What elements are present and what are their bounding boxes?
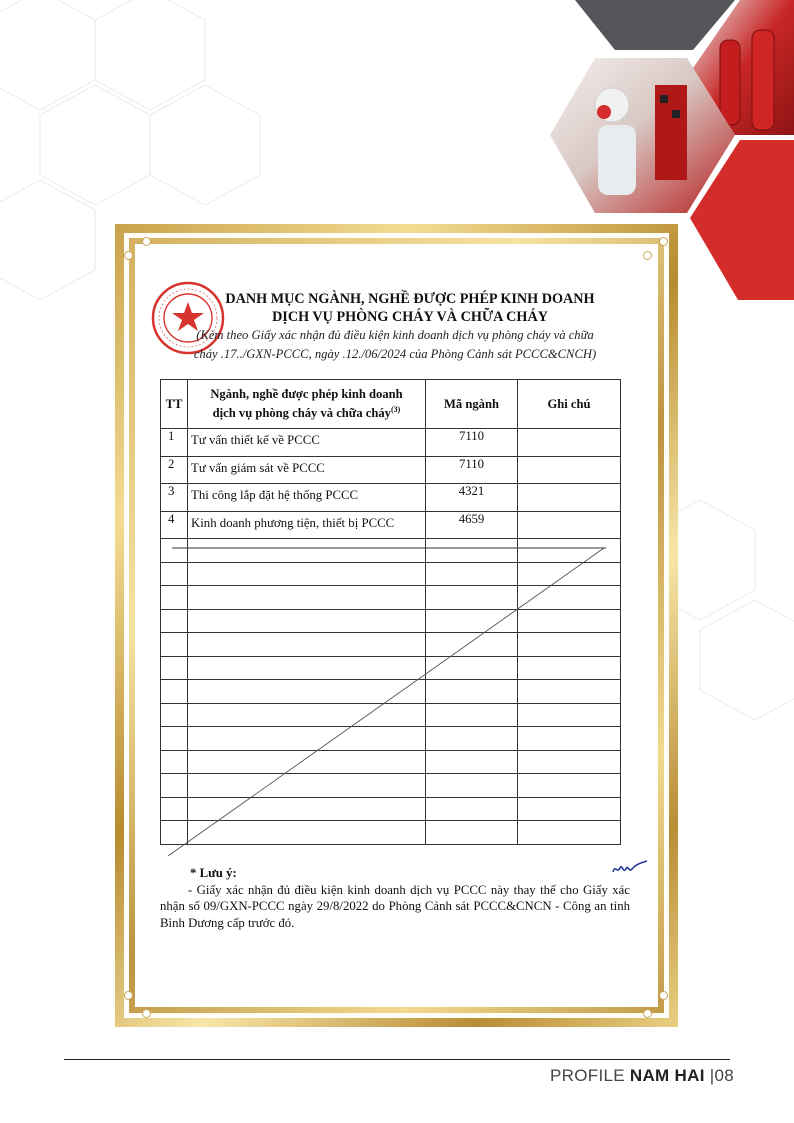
empty-row bbox=[161, 633, 621, 657]
document-subtitle-line-1: (Kèm theo Giấy xác nhận đủ điều kiện kinh doanh dịch vụ phòng cháy và chữa bbox=[196, 328, 594, 342]
footer-divider bbox=[64, 1059, 730, 1060]
note-title: * Lưu ý: bbox=[190, 866, 237, 880]
header-footnote-marker: (3) bbox=[390, 405, 401, 415]
row-note bbox=[518, 484, 621, 512]
empty-row bbox=[161, 656, 621, 680]
row-code: 7110 bbox=[426, 456, 518, 484]
footer-company: NAM HAI bbox=[629, 1066, 705, 1085]
note-body: - Giấy xác nhận đủ điều kiện kinh doanh dịch vụ PCCC này thay thế cho Giấy xác nhận số 09/GXN-PCCC ngày 29/8/2022 do Phòng Cảnh sát PCCC&CNCN - Công an tỉnh Bình Dương cấp trước đó. bbox=[160, 882, 630, 930]
table-header-row bbox=[161, 380, 621, 429]
row-note bbox=[518, 511, 621, 539]
document-title-line-2: DỊCH VỤ PHÒNG CHÁY VÀ CHỮA CHÁY bbox=[272, 309, 548, 325]
empty-row bbox=[161, 797, 621, 821]
frame-stud bbox=[643, 1009, 652, 1018]
frame-stud bbox=[142, 237, 151, 246]
frame-stud bbox=[659, 237, 668, 246]
row-tt: 2 bbox=[161, 456, 188, 484]
empty-row bbox=[161, 562, 621, 586]
row-note bbox=[518, 456, 621, 484]
header-business-line-2: dịch vụ phòng cháy và chữa cháy bbox=[212, 406, 391, 421]
row-note bbox=[518, 429, 621, 457]
empty-row bbox=[161, 727, 621, 751]
row-code: 4321 bbox=[426, 484, 518, 512]
frame-stud bbox=[643, 251, 652, 260]
empty-row bbox=[161, 586, 621, 610]
footer-page-number: 08 bbox=[714, 1066, 734, 1085]
table-row bbox=[161, 429, 621, 457]
frame-stud bbox=[124, 991, 133, 1000]
row-tt: 3 bbox=[161, 484, 188, 512]
frame-stud bbox=[142, 1009, 151, 1018]
frame-stud bbox=[124, 251, 133, 260]
row-name: Thi công lắp đặt hệ thống PCCC bbox=[188, 484, 426, 512]
table-row bbox=[161, 484, 621, 512]
frame-stud bbox=[659, 991, 668, 1000]
row-name: Tư vấn giám sát về PCCC bbox=[188, 456, 426, 484]
empty-row bbox=[161, 750, 621, 774]
table-row bbox=[161, 511, 621, 539]
header-business-line bbox=[188, 380, 426, 429]
row-tt: 1 bbox=[161, 429, 188, 457]
row-tt: 4 bbox=[161, 511, 188, 539]
business-lines-table bbox=[160, 379, 621, 845]
row-name: Tư vấn thiết kế về PCCC bbox=[188, 429, 426, 457]
footer-profile: PROFILE bbox=[550, 1066, 625, 1085]
footer-separator: | bbox=[709, 1066, 715, 1085]
header-business-line-1: Ngành, nghề được phép kinh doanh bbox=[210, 387, 403, 402]
empty-row bbox=[161, 680, 621, 704]
empty-row bbox=[161, 609, 621, 633]
empty-row bbox=[161, 703, 621, 727]
document-title-line-1: DANH MỤC NGÀNH, NGHỀ ĐƯỢC PHÉP KINH DOANH bbox=[225, 291, 595, 307]
table-row bbox=[161, 456, 621, 484]
header-note: Ghi chú bbox=[518, 380, 621, 429]
header-tt: TT bbox=[161, 380, 188, 429]
header-code: Mã ngành bbox=[426, 380, 518, 429]
page-footer bbox=[550, 1066, 734, 1086]
row-code: 7110 bbox=[426, 429, 518, 457]
empty-row bbox=[161, 539, 621, 563]
empty-row bbox=[161, 821, 621, 845]
document-subtitle-line-2: cháy .17../GXN-PCCC, ngày .12./06/2024 của Phòng Cảnh sát PCCC&CNCH) bbox=[193, 347, 597, 361]
row-code: 4659 bbox=[426, 511, 518, 539]
row-name: Kinh doanh phương tiện, thiết bị PCCC bbox=[188, 511, 426, 539]
empty-row bbox=[161, 774, 621, 798]
note-section bbox=[160, 865, 630, 931]
